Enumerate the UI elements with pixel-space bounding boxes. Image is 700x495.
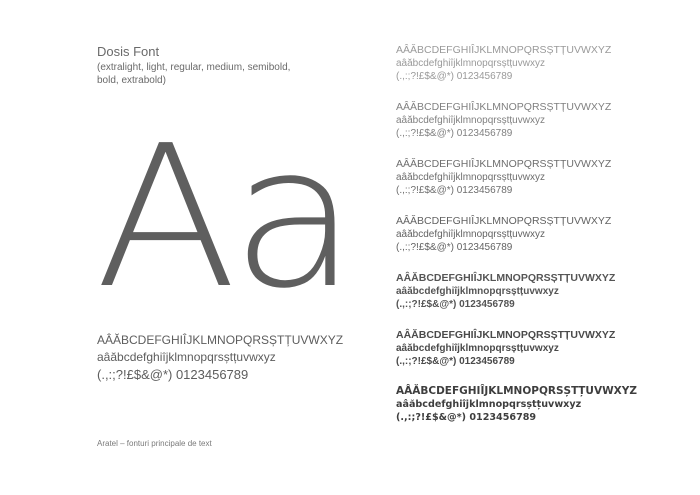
weight-specimen-light <box>396 101 611 140</box>
font-title: Dosis Font <box>97 44 160 59</box>
weight-specimen-medium <box>396 215 611 254</box>
weight-symbols: (.,:;?!£$&@*) 0123456789 <box>396 71 513 82</box>
weight-symbols: (.,:;?!£$&@*) 0123456789 <box>396 299 515 310</box>
weight-symbols: (.,:;?!£$&@*) 0123456789 <box>396 412 537 423</box>
weight-specimen-extrabold <box>396 385 637 424</box>
specimen-large <box>97 332 343 383</box>
weight-specimen-semibold <box>396 272 615 311</box>
weight-symbols: (.,:;?!£$&@*) 0123456789 <box>396 356 515 367</box>
weight-uppercase: AÂĂBCDEFGHIÎJKLMNOPQRSȘTȚUVWXYZ <box>396 215 612 227</box>
weight-uppercase: AÂĂBCDEFGHIÎJKLMNOPQRSȘTȚUVWXYZ <box>396 158 612 170</box>
hero-glyphs: Aa <box>95 104 352 332</box>
weight-uppercase: AÂĂBCDEFGHIÎJKLMNOPQRSȘTȚUVWXYZ <box>396 329 616 341</box>
weight-symbols: (.,:;?!£$&@*) 0123456789 <box>396 242 513 253</box>
weight-specimen-regular <box>396 158 611 197</box>
weight-lowercase: aâăbcdefghiîjklmnopqrsștțuvwxyz <box>396 172 545 183</box>
weight-lowercase: aâăbcdefghiîjklmnopqrsștțuvwxyz <box>396 399 582 410</box>
weight-lowercase: aâăbcdefghiîjklmnopqrsștțuvwxyz <box>396 229 545 240</box>
font-weights-subtitle: (extralight, light, regular, medium, semibold, bold, extrabold) <box>97 62 291 86</box>
weight-uppercase: AÂĂBCDEFGHIÎJKLMNOPQRSȘTȚUVWXYZ <box>396 44 612 56</box>
specimen-lowercase: aâăbcdefghiîjklmnopqrsștțuvwxyz <box>97 350 276 364</box>
weight-lowercase: aâăbcdefghiîjklmnopqrsștțuvwxyz <box>396 115 545 126</box>
footer-caption: Aratel – fonturi principale de text <box>97 439 212 448</box>
weight-symbols: (.,:;?!£$&@*) 0123456789 <box>396 185 513 196</box>
weight-lowercase: aâăbcdefghiîjklmnopqrsștțuvwxyz <box>396 58 545 69</box>
weight-lowercase: aâăbcdefghiîjklmnopqrsștțuvwxyz <box>396 286 559 297</box>
weight-uppercase: AÂĂBCDEFGHIÎJKLMNOPQRSȘTȚUVWXYZ <box>396 385 637 397</box>
weight-uppercase: AÂĂBCDEFGHIÎJKLMNOPQRSȘTȚUVWXYZ <box>396 101 612 113</box>
weight-specimen-extralight <box>396 44 611 83</box>
specimen-symbols: (.,:;?!£$&@*) 0123456789 <box>97 367 249 382</box>
weight-lowercase: aâăbcdefghiîjklmnopqrsștțuvwxyz <box>396 343 559 354</box>
weight-uppercase: AÂĂBCDEFGHIÎJKLMNOPQRSȘTȚUVWXYZ <box>396 272 616 284</box>
weight-specimen-bold <box>396 329 615 368</box>
weight-symbols: (.,:;?!£$&@*) 0123456789 <box>396 128 513 139</box>
specimen-uppercase: AÂĂBCDEFGHIÎJKLMNOPQRSȘTȚUVWXYZ <box>97 333 344 347</box>
